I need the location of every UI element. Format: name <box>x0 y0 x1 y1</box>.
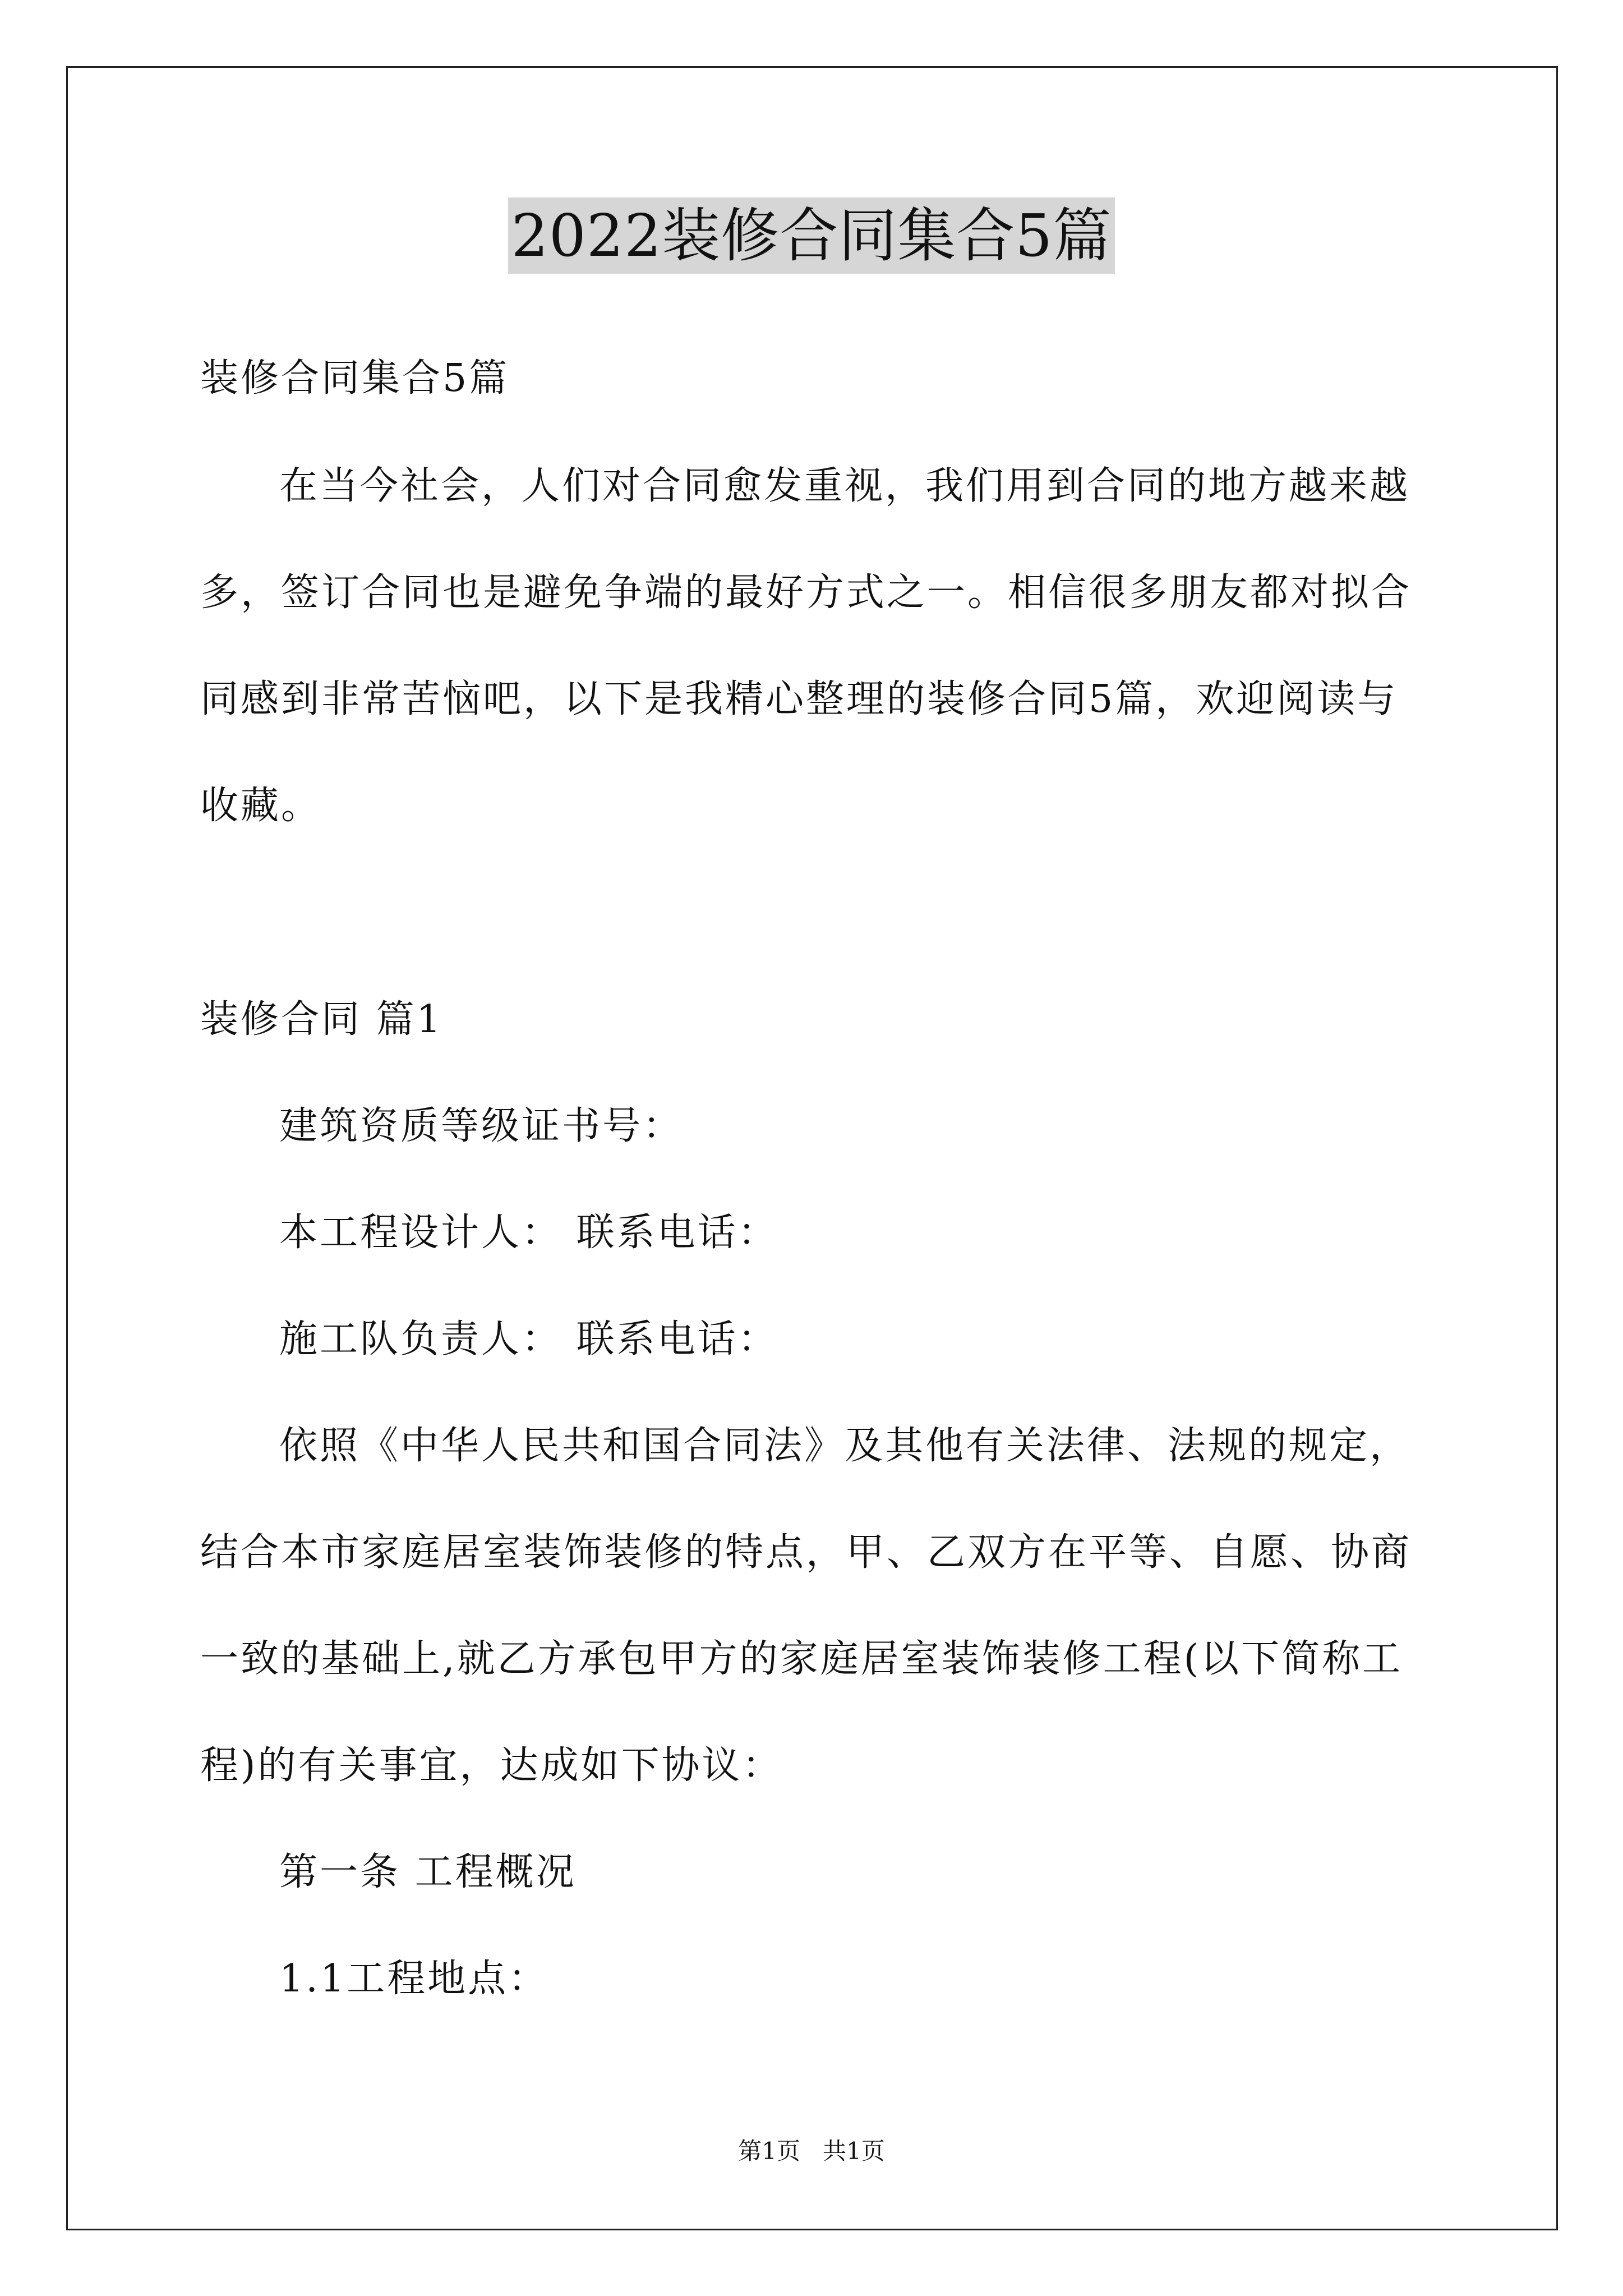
field-line: 建筑资质等级证书号： <box>279 1104 684 1148</box>
intro-line: 同感到非常苦恼吧，以下是我精心整理的装修合同5篇，欢迎阅读与 <box>200 677 1398 721</box>
title-container <box>0 197 1623 274</box>
field-line: 施工队负责人： 联系电话： <box>279 1317 778 1361</box>
article-heading: 第一条 工程概况 <box>279 1850 577 1894</box>
intro-line: 在当今社会，人们对合同愈发重视，我们用到合同的地方越来越 <box>279 464 1410 508</box>
body-line: 一致的基础上,就乙方承包甲方的家庭居室装饰装修工程(以下简称工 <box>200 1637 1403 1681</box>
page-footer: 第1页 共1页 <box>738 2137 885 2165</box>
intro-line: 多，签订合同也是避免争端的最好方式之一。相信很多朋友都对拟合 <box>200 570 1412 615</box>
document-title: 2022装修合同集合5篇 <box>508 197 1115 274</box>
section-heading: 装修合同 篇1 <box>200 997 443 1042</box>
intro-line: 收藏。 <box>200 784 322 828</box>
body-line: 结合本市家庭居室装饰装修的特点，甲、乙双方在平等、自愿、协商 <box>200 1530 1412 1575</box>
field-line: 本工程设计人： 联系电话： <box>279 1211 778 1255</box>
body-line: 依照《中华人民共和国合同法》及其他有关法律、法规的规定， <box>279 1424 1410 1468</box>
clause-line: 1.1工程地点： <box>279 1957 549 2001</box>
body-line: 程)的有关事宜，达成如下协议： <box>200 1743 783 1788</box>
document-subtitle: 装修合同集合5篇 <box>200 356 510 401</box>
